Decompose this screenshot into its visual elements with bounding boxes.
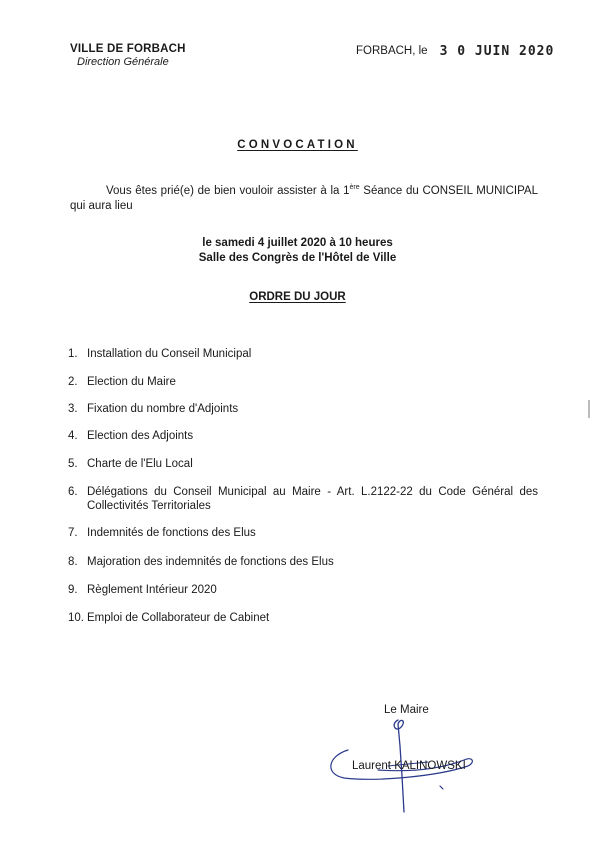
title-text: CONVOCATION bbox=[237, 139, 358, 151]
agenda-item-text: Délégations du Conseil Municipal au Maire - Art. L.2122-22 du Code Général des Collectivités Territoriales bbox=[87, 486, 538, 512]
intro-superscript: ère bbox=[349, 184, 360, 191]
document-title bbox=[0, 139, 595, 151]
agenda-item-text: Election des Adjoints bbox=[87, 430, 194, 442]
agenda-item bbox=[68, 555, 538, 569]
agenda-item-number: 4. bbox=[68, 430, 78, 442]
scan-edge-mark bbox=[588, 400, 590, 418]
intro-text-end: Séance du CONSEIL MUNICIPAL qui aura lieu bbox=[70, 184, 538, 212]
department-name: Direction Générale bbox=[77, 56, 169, 68]
agenda-item bbox=[68, 583, 538, 597]
meeting-datetime: le samedi 4 juillet 2020 à 10 heures bbox=[202, 237, 393, 249]
agenda-item-text: Règlement Intérieur 2020 bbox=[87, 584, 217, 596]
agenda-item-text: Majoration des indemnités de fonctions des Elus bbox=[87, 556, 334, 568]
agenda-item-number: 10. bbox=[68, 612, 84, 624]
agenda-item bbox=[68, 402, 538, 416]
agenda-item-number: 1. bbox=[68, 348, 78, 360]
agenda-item-text: Fixation du nombre d'Adjoints bbox=[87, 403, 239, 415]
agenda-item-number: 9. bbox=[68, 584, 78, 596]
agenda-item-text: Installation du Conseil Municipal bbox=[87, 348, 252, 360]
date-stamp: 3 0 JUIN 2020 bbox=[439, 44, 555, 59]
agenda-item-number: 3. bbox=[68, 403, 78, 415]
place-label: FORBACH, le bbox=[356, 45, 428, 57]
agenda-item bbox=[68, 375, 538, 389]
agenda-heading-text: ORDRE DU JOUR bbox=[249, 291, 346, 303]
agenda-item-number: 6. bbox=[68, 486, 78, 498]
agenda-item bbox=[68, 347, 538, 361]
agenda-item bbox=[68, 429, 538, 443]
agenda-item-number: 8. bbox=[68, 556, 78, 568]
signer-name: Laurent KALINOWSKI bbox=[352, 760, 466, 772]
agenda-item-text: Emploi de Collaborateur de Cabinet bbox=[87, 612, 270, 624]
agenda-heading bbox=[0, 291, 595, 303]
agenda-item-number: 7. bbox=[68, 527, 78, 539]
agenda-item-number: 2. bbox=[68, 376, 78, 388]
agenda-item bbox=[68, 457, 538, 471]
intro-paragraph bbox=[70, 180, 538, 214]
intro-text-start: Vous êtes prié(e) de bien vouloir assister à la 1 bbox=[106, 184, 350, 197]
meeting-details bbox=[0, 236, 595, 266]
agenda-item bbox=[68, 526, 538, 540]
signer-role: Le Maire bbox=[384, 704, 429, 716]
place-date bbox=[356, 43, 554, 58]
agenda-item-text: Election du Maire bbox=[87, 376, 176, 388]
meeting-venue: Salle des Congrès de l'Hôtel de Ville bbox=[198, 252, 397, 264]
agenda-item bbox=[68, 611, 538, 625]
agenda-item bbox=[68, 485, 538, 513]
agenda-item-number: 5. bbox=[68, 458, 78, 470]
organization-name: VILLE DE FORBACH bbox=[70, 43, 186, 55]
agenda-item-text: Indemnités de fonctions des Elus bbox=[87, 527, 256, 539]
letterhead bbox=[70, 43, 186, 68]
agenda-item-text: Charte de l'Elu Local bbox=[87, 458, 193, 470]
